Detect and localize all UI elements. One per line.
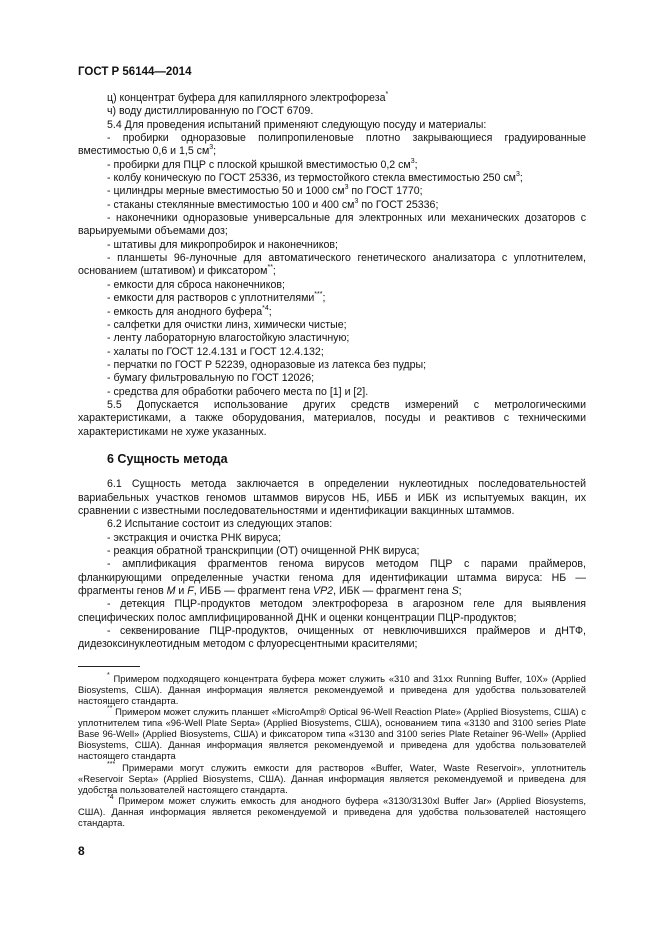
- footnote-text: Примером может служить емкость для анодного буфера «3130/3130xl Buffer Jar» (Applied Biosystems, США). Данная информация является рекомендуемой и приведена для удобства пользователей настоящего стандарта.: [78, 794, 586, 828]
- list-item: - наконечники одноразовые универсальные для электронных или механических дозаторов с: [107, 212, 586, 225]
- clause-6-2: 6.2 Испытание состоит из следующих этапов:: [107, 518, 333, 531]
- list-item: - пробирки одноразовые полипропиленовые плотно закрывающиеся градуированные: [107, 132, 586, 145]
- list-item: [78, 558, 586, 598]
- punct: ;: [272, 265, 276, 278]
- list-item-cont: варьируемыми объемами доз;: [78, 225, 228, 238]
- footnote: [78, 762, 586, 795]
- list-item: - секвенирование ПЦР-продуктов, очищенных от невключившихся праймеров и дНТФ, дидезоксинуклеотидным методом с флуоресцентными красителями;: [78, 625, 586, 651]
- list-item-text: - емкость для анодного буфера: [107, 305, 263, 318]
- list-item-text: - пробирки для ПЦР с плоской крышкой вместимостью 0,2 см: [107, 158, 411, 171]
- list-item-text: - амплификация фрагментов генома вирусов методом ПЦР с парами праймеров, фланкирующими определенные участки генома для идентификации штамма вируса: НБ — фрагменты генов: [78, 558, 586, 598]
- page-body: [78, 92, 586, 828]
- page-number: 8: [78, 844, 85, 858]
- gene-name: M: [166, 585, 176, 598]
- list-item: ч) воду дистиллированную по ГОСТ 6709.: [107, 105, 314, 118]
- footnote: [78, 795, 586, 828]
- list-item-cont: [78, 265, 586, 278]
- page-header: ГОСТ Р 56144—2014: [78, 66, 192, 78]
- list-item: [78, 199, 586, 212]
- list-item: - средства для обработки рабочего места по [1] и [2].: [107, 385, 369, 398]
- punct: ;: [268, 305, 272, 318]
- list-item-text: , ИББ — фрагмент гена: [193, 585, 314, 598]
- clause-5-5: 5.5 Допускается использование других средств измерений с метрологическими: [107, 398, 586, 411]
- list-item: - ленту лабораторную влагостойкую эластичную;: [107, 332, 350, 345]
- list-item-text: , ИБК — фрагмент гена: [333, 585, 452, 598]
- punct: ;: [519, 172, 523, 185]
- footnote-mark: **: [107, 705, 113, 713]
- footnote-mark: *: [107, 671, 110, 679]
- list-item-text: - емкости для растворов с уплотнителями: [107, 292, 315, 305]
- list-item: - емкости для сброса наконечников;: [107, 278, 285, 291]
- footnote-mark: ***: [107, 760, 116, 768]
- section-heading: 6 Сущность метода: [107, 451, 228, 466]
- list-item: - халаты по ГОСТ 12.4.131 и ГОСТ 12.4.132;: [107, 345, 324, 358]
- clause-6-1: 6.1 Сущность метода заключается в определении нуклеотидных последовательностей вариабельных участков геномов штаммов вирусов НБ, ИББ и ИБК из испытуемых вакцин, их сравнении с известными последовательностями и идентификации вакцинных штаммов.: [78, 478, 586, 517]
- clause-5-5-cont: характеристиками, а также оборудования, материалов, посуды и реактивов с техническими: [78, 412, 586, 425]
- list-item-text: по ГОСТ 1770;: [348, 185, 423, 198]
- list-item: - перчатки по ГОСТ Р 52239, одноразовые из латекса без пудры;: [107, 358, 427, 371]
- superscript: 3: [515, 171, 520, 179]
- punct: ;: [414, 158, 418, 171]
- list-item: - бумагу фильтровальную по ГОСТ 12026;: [107, 372, 315, 385]
- list-item: - штативы для микропробирок и наконечников;: [107, 238, 338, 251]
- list-item-text: - цилиндры мерные вместимостью 50 и 1000 см: [107, 185, 345, 198]
- list-item: [78, 92, 586, 105]
- list-item-text: по ГОСТ 25336;: [358, 198, 439, 211]
- list-item: - салфетки для очистки линз, химически чистые;: [107, 318, 347, 331]
- gene-name: F: [187, 585, 194, 598]
- footnote-divider: [78, 666, 140, 667]
- list-item: - экстракция и очистка РНК вируса;: [107, 531, 282, 544]
- list-item-text: - колбу коническую по ГОСТ 25336, из термостойкого стекла вместимостью 250 см: [107, 172, 516, 185]
- list-item-text: ц) концентрат буфера для капиллярного электрофореза: [107, 92, 386, 104]
- footnote-text: Примером может служить планшет «MicroAmp® Optical 96-Well Reaction Plate» (Applied Biosystems, США) с уплотнителем типа «96-Well Plate Septa» (Applied Biosystems, США), основанием типа «3130 and 3100 series Plate Base 96-Well» (Applied Biosystems, США) и фиксатором типа «3130 and 3100 series Plate Retainer 96-Well» (Applied Biosystems, США). Данная информация является рекомендуемой и приведена для удобства пользователей настоящего стандарта: [78, 706, 586, 762]
- footnote-mark: **: [267, 264, 273, 272]
- gene-name: VP2: [313, 585, 334, 598]
- list-item: - планшеты 96-луночные для автоматического генетического анализатора с уплотнителем,: [107, 252, 586, 265]
- superscript: 3: [410, 157, 415, 165]
- footnote-text: Примерами могут служить емкости для растворов «Buffer, Water, Waste Reservoir», уплотнитель «Reservoir Septa» (Applied Biosystems, США). Данная информация является рекомендуемой и приведена для удобства пользователей настоящего стандарта.: [78, 761, 586, 795]
- footnote-text: Примером подходящего концентрата буфера может служить «310 and 31xx Running Buffer, 10X» (Applied Biosystems, США). Данная информация является рекомендуемой и приведена для удобства пользователей настоящего стандарта.: [78, 672, 586, 706]
- list-item: [78, 185, 586, 198]
- punct: ;: [322, 292, 326, 305]
- clause-5-4: 5.4 Для проведения испытаний применяют следующую посуду и материалы:: [107, 118, 487, 131]
- list-item-text: и: [175, 585, 188, 598]
- list-item: [78, 292, 586, 305]
- gene-name: S: [451, 585, 459, 598]
- list-item-text: основанием (штативом) и фиксатором: [78, 265, 268, 278]
- list-item: - реакция обратной транскрипции (ОТ) очищенной РНК вируса;: [107, 545, 420, 557]
- list-item: - детекция ПЦР-продуктов методом электрофореза в агарозном геле для выявления специфических полос амплифицированной ДНК и оценки концентрации ПЦР-продуктов;: [78, 598, 586, 624]
- superscript: 3: [344, 184, 349, 192]
- list-item: [78, 172, 586, 185]
- superscript: 3: [354, 197, 359, 205]
- punct: ;: [213, 145, 217, 158]
- footnote-mark: ***: [314, 291, 323, 299]
- footnote-mark: *4: [262, 304, 269, 312]
- list-item-cont: [78, 145, 586, 158]
- list-item-text: вместимостью 0,6 и 1,5 см: [78, 145, 210, 158]
- footnote: [78, 706, 586, 761]
- footnote-mark: *: [385, 91, 389, 98]
- footnote: [78, 673, 586, 706]
- list-item: [78, 159, 586, 172]
- list-item-text: - стаканы стеклянные вместимостью 100 и 400 см: [107, 198, 355, 211]
- superscript: 3: [209, 144, 214, 152]
- punct: ;: [458, 585, 462, 598]
- footnote-mark: *4: [107, 793, 114, 801]
- clause-5-5-cont: характеристиками не хуже указанных.: [78, 425, 267, 438]
- list-item: [78, 306, 586, 319]
